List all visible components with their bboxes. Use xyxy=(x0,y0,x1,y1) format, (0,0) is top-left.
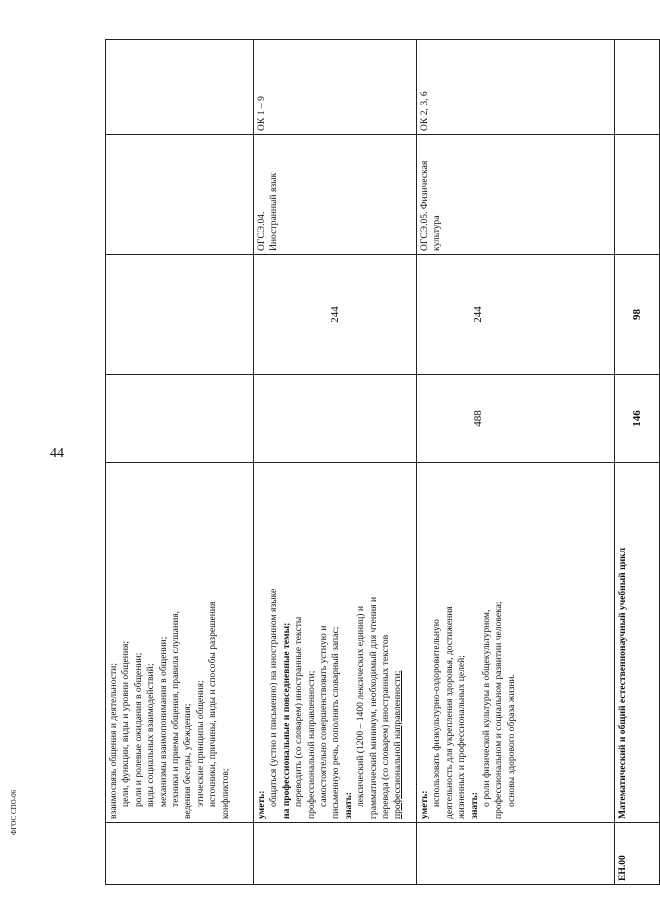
text-line: грамматический минимум, необходимый для чтения и xyxy=(367,596,379,819)
text-line: общаться (устно и письменно) на иностранном языке xyxy=(268,588,280,807)
umet-label: уметь: xyxy=(256,790,267,819)
text-line: лексический (1200 – 1400 лексических единиц) и xyxy=(355,605,367,807)
curriculum-table xyxy=(105,39,660,885)
competences-cell xyxy=(106,40,254,135)
text-line: роли и ролевые ожидания в общении; xyxy=(132,652,144,807)
znat-label: знать: xyxy=(342,792,354,819)
index-cell xyxy=(106,823,254,885)
znat-label: знать: xyxy=(468,792,480,819)
text-line: ведения беседы, убеждения; xyxy=(182,703,194,819)
text-line: взаимосвязь общения и деятельности; xyxy=(108,663,119,819)
requirements-cell xyxy=(106,463,254,823)
competences-cell: ОК 1 – 9 xyxy=(254,40,417,135)
class-hours-cell: 244 xyxy=(254,255,417,375)
text-line: использовать физкультурно-оздоровительную xyxy=(431,619,443,807)
text-line: самостоятельно совершенствовать устную и xyxy=(318,625,330,807)
index-cell xyxy=(254,823,417,885)
text-line: о роли физической культуры в общекультурном, xyxy=(481,609,493,807)
text-line: перевода (со словарем) иностранных текстов xyxy=(380,634,392,819)
text-line: профессиональной направленности; xyxy=(392,670,404,819)
table-row xyxy=(417,40,615,885)
text-line: конфликтов; xyxy=(219,768,231,819)
discipline-cell: ОГСЭ.05. Физическая культура xyxy=(417,135,615,255)
text-line: профессиональной направленности; xyxy=(305,670,317,819)
index-cell xyxy=(417,823,615,885)
class-hours-cell xyxy=(106,255,254,375)
discipline-cell xyxy=(615,135,660,255)
text-line: источники, причины, виды и способы разрешения xyxy=(207,601,219,807)
discipline-cell: ОГСЭ.04. Иностранный язык xyxy=(254,135,417,255)
competences-cell: ОК 2, 3, 6 xyxy=(417,40,615,135)
table-row xyxy=(615,40,660,885)
requirements-cell xyxy=(254,463,417,823)
text-line: переводить (со словарем) иностранные тексты xyxy=(293,616,305,807)
table-row xyxy=(254,40,417,885)
text-line: техники и приемы общения, правила слушания, xyxy=(170,610,182,807)
text-line: профессиональном и социальном развитии человека; xyxy=(493,601,505,819)
text-line: цели, функции, виды и уровни общения; xyxy=(120,640,132,807)
text-line: основы здорового образа жизни. xyxy=(505,673,517,807)
class-hours-cell: 244 xyxy=(417,255,615,375)
text-line: жизненных и профессиональных целей; xyxy=(456,655,468,819)
curriculum-table-rotated xyxy=(105,40,643,885)
max-hours-cell xyxy=(254,375,417,463)
max-hours-cell xyxy=(106,375,254,463)
max-hours-cell: 488 xyxy=(417,375,615,463)
discipline-cell xyxy=(106,135,254,255)
page-number: 44 xyxy=(50,446,64,461)
max-hours-cell: 146 xyxy=(615,375,660,463)
competences-cell xyxy=(615,40,660,135)
umet-label: уметь: xyxy=(419,790,430,819)
class-hours-cell: 98 xyxy=(615,255,660,375)
text-line: виды социальных взаимодействий; xyxy=(145,663,157,807)
text-line: деятельность для укрепления здоровья, достижения xyxy=(443,606,455,819)
index-cell: ЕН.00 xyxy=(615,823,660,885)
text-line: механизмы взаимопонимания в общении; xyxy=(157,636,169,807)
requirements-cell xyxy=(417,463,615,823)
table-row xyxy=(106,40,254,885)
text-line: на профессиональные и повседневные темы; xyxy=(280,622,292,819)
footer-code: ФГОС СПО-06 xyxy=(10,789,18,835)
text-line: этические принципы общения; xyxy=(194,680,206,807)
cycle-title-cell: Математический и общий естественнонаучный учебный цикл xyxy=(615,463,660,823)
text-line: письменную речь, пополнять словарный запас; xyxy=(330,626,342,819)
